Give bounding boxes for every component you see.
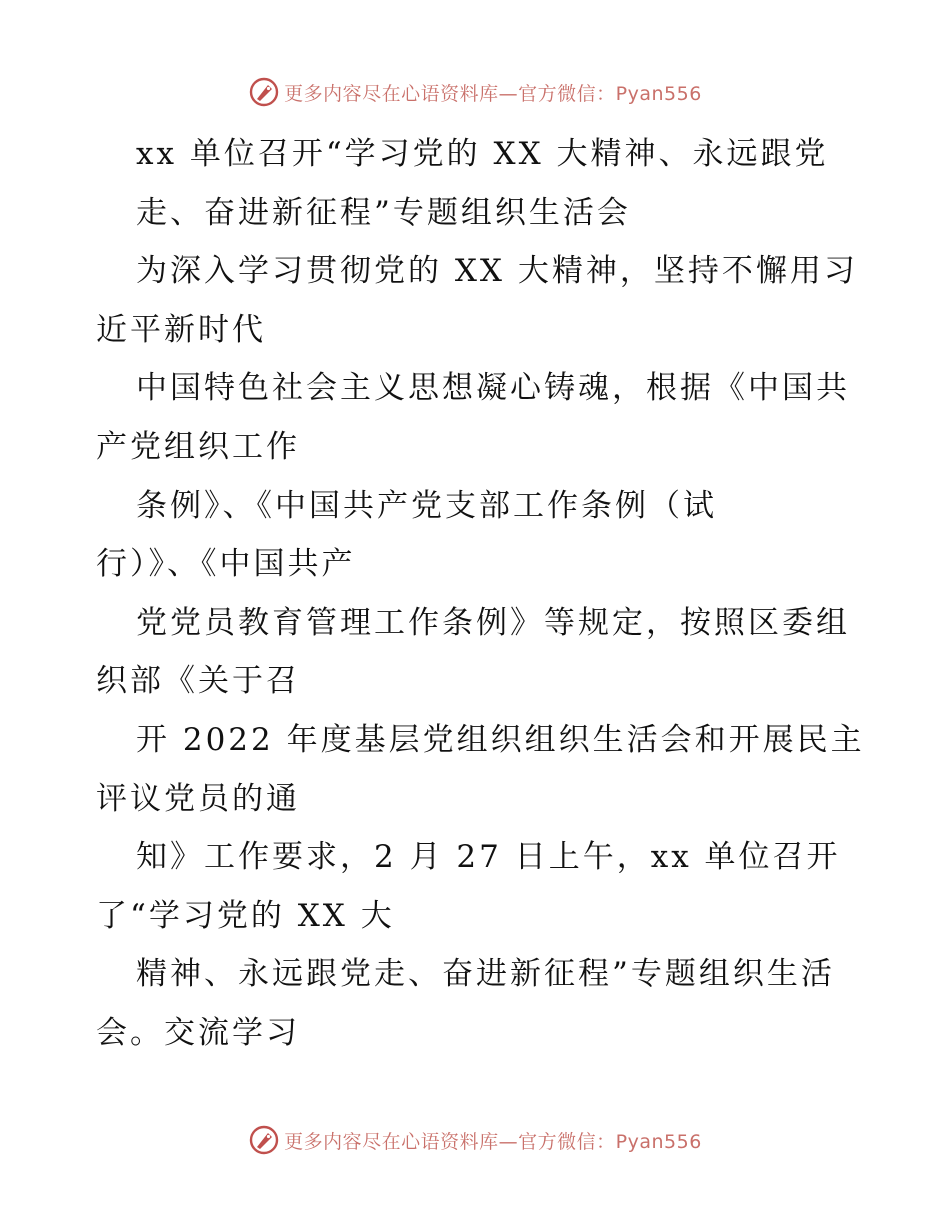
text-line: 党党员教育管理工作条例》等规定，按照区委组 [136, 604, 850, 641]
text-line: 了“学习党的 XX 大 [96, 897, 395, 934]
text-line: 为深入学习贯彻党的 XX 大精神，坚持不懈用习 [136, 253, 858, 290]
text-line: 精神、永远跟党走、奋进新征程”专题组织生活 [136, 956, 835, 993]
header-banner [0, 72, 950, 112]
document-body [96, 125, 865, 1063]
pen-nib-logo-icon [248, 76, 280, 108]
text-line: 中国特色社会主义思想凝心铸魂，根据《中国共 [136, 370, 850, 407]
text-line: 开 2022 年度基层党组织组织生活会和开展民主 [136, 721, 865, 758]
banner-text: 更多内容尽在心语资料库—官方微信：Pyan556 [284, 82, 702, 105]
title-line-1: xx 单位召开“学习党的 XX 大精神、永远跟党 [136, 136, 829, 172]
text-line: 行）》、《中国共产 [96, 546, 356, 583]
footer-banner [0, 1120, 950, 1160]
text-line: 评议党员的通 [96, 780, 300, 817]
banner-text: 更多内容尽在心语资料库—官方微信：Pyan556 [284, 1130, 702, 1153]
text-line: 织部《关于召 [96, 663, 300, 700]
text-line: 会。交流学习 [96, 1014, 300, 1051]
title-line-2: 走、奋进新征程”专题组织生活会 [136, 194, 631, 231]
text-line: 知》工作要求，2 月 27 日上午，xx 单位召开 [136, 839, 841, 876]
text-line: 产党组织工作 [96, 428, 300, 465]
text-line: 近平新时代 [96, 311, 266, 348]
text-line: 条例》、《中国共产党支部工作条例（试 [136, 487, 717, 524]
pen-nib-logo-icon [248, 1124, 280, 1156]
